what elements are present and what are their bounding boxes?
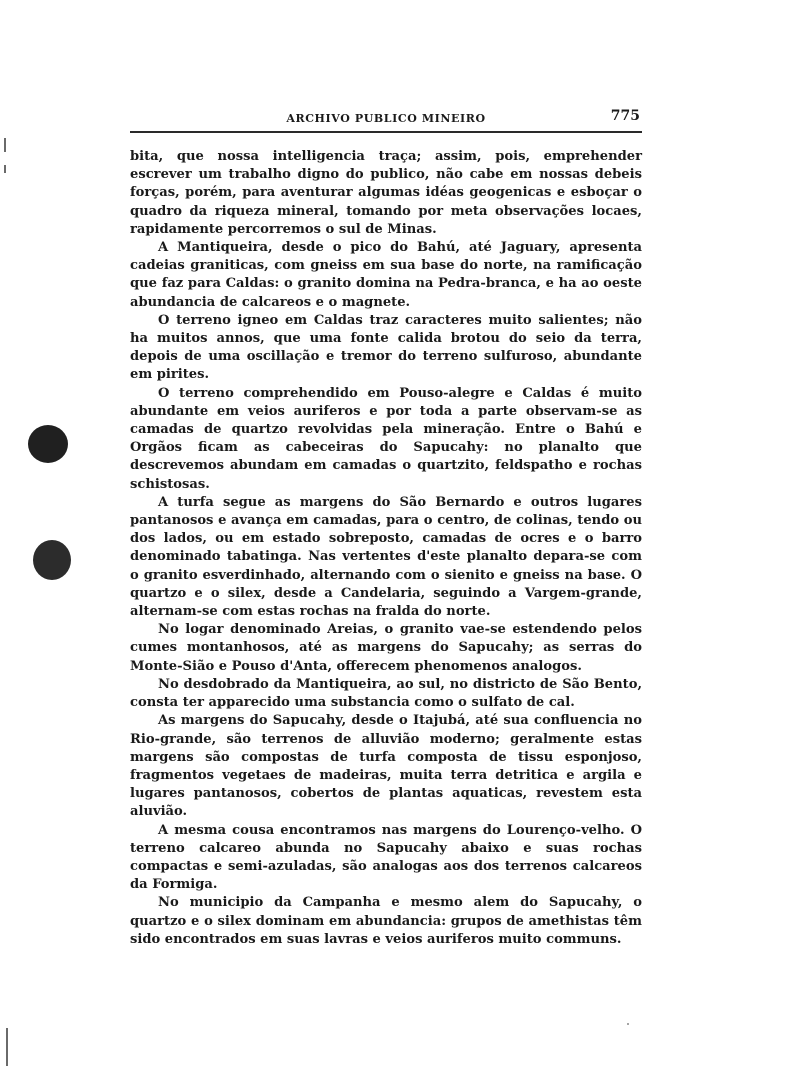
paragraph: O terreno comprehendido em Pouso-alegre e Caldas é muito abundante em veios auriferos e por toda a parte observam-se as camadas de quartzo revolvidas pela mineração. Entre o Bahú e Orgãos ficam as cabeceiras do Sapucahy: no planalto que descrevemos abundam em camadas o quartzito, feldspatho e rochas schistosas. xyxy=(130,385,642,492)
ink-blot xyxy=(28,425,68,463)
paragraph: No logar denominado Areias, o granito vae-se estendendo pelos cumes montanhosos, até as margens do Sapucahy; as serras do Monte-Sião e Pouso d'Anta, offerecem phenomenos analogos. xyxy=(130,622,642,674)
scan-speck xyxy=(627,1023,629,1025)
page-header xyxy=(130,108,642,130)
scan-mark xyxy=(6,1028,8,1066)
paragraph: O terreno igneo em Caldas traz caracteres muito salientes; não ha muitos annos, que uma fonte calida brotou do seio da terra, depois de uma oscillação e tremor do terreno sulfuroso, abundante em pirites. xyxy=(130,312,642,383)
paragraph: A mesma cousa encontramos nas margens do Lourenço-velho. O terreno calcareo abunda no Sapucahy abaixo e suas rochas compactas e semi-azuladas, são analogas aos dos terrenos calcareos da Formiga. xyxy=(130,822,642,893)
paragraph-continuation: bita, que nossa intelligencia traça; assim, pois, emprehender escrever um trabalho digno do publico, não cabe em nossas debeis forças, porém, para aventurar algumas idéas geogenicas e esboçar o quadro da riqueza mineral, tomando por meta observações locaes, rapidamente percorremos o sul de Minas. xyxy=(130,149,642,237)
paragraph: A turfa segue as margens do São Bernardo e outros lugares pantanosos e avança em camadas, para o centro, de colinas, tendo ou dos lados, ou em estado sobreposto, camadas de ocres e o barro denominado tabatinga. Nas vertentes d'este planalto depara-se com o granito esverdinhado, alternando com o sienito e gneiss na base. O quartzo e o silex, desde a Candelaria, seguindo a Vargem-grande, alternam-se com estas rochas na fralda do norte. xyxy=(130,494,642,620)
ink-blot xyxy=(33,540,71,580)
paragraph: As margens do Sapucahy, desde o Itajubá, até sua confluencia no Rio-grande, são terrenos de alluvião moderno; geralmente estas margens são compostas de turfa composta de tissu esponjoso, fragmentos vegetaes de madeiras, muita terra detritica e argila e lugares pantanosos, cobertos de plantas aquaticas, revestem esta aluvião. xyxy=(130,713,642,820)
paragraph: No municipio da Campanha e mesmo alem do Sapucahy, o quartzo e o silex dominam em abundancia: grupos de amethistas têm sido encontrados em suas lavras e veios auriferos muito communs. xyxy=(130,895,642,947)
body-text xyxy=(130,148,642,949)
scan-mark xyxy=(4,165,6,173)
page-number: 775 xyxy=(610,108,640,124)
paragraph: No desdobrado da Mantiqueira, ao sul, no districto de São Bento, consta ter apparecido uma substancia como o sulfato de cal. xyxy=(130,676,642,711)
running-title: ARCHIVO PUBLICO MINEIRO xyxy=(286,112,486,125)
scan-mark xyxy=(4,138,6,152)
header-rule xyxy=(130,131,642,133)
paragraph: A Mantiqueira, desde o pico do Bahú, até Jaguary, apresenta cadeias graniticas, com gneiss em sua base do norte, na ramificação que faz para Caldas: o granito domina na Pedra-branca, e ha ao oeste abundancia de calcareos e o magnete. xyxy=(130,240,642,310)
